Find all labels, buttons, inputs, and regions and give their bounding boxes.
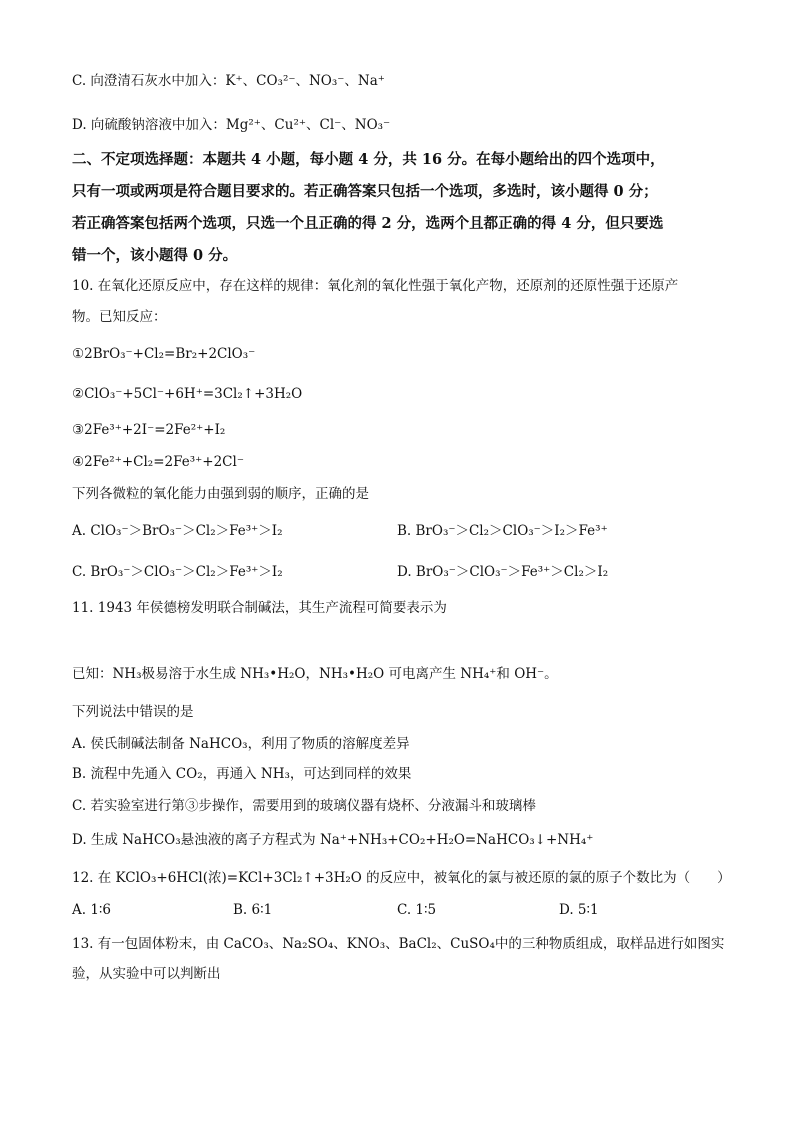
section-heading-line-3: 若正确答案包括两个选项，只选一个且正确的得 2 分，选两个且都正确的得 4 分，但只要选 — [72, 215, 664, 232]
question-10-option-c: C. BrO₃⁻＞ClO₃⁻＞Cl₂＞Fe³⁺＞I₂ — [72, 564, 283, 580]
question-11-prompt: 下列说法中错误的是 — [72, 704, 194, 720]
section-heading-line-2: 只有一项或两项是符合题目要求的。若正确答案只包括一个选项，多选时，该小题得 0 分； — [72, 183, 658, 200]
reaction-4: ④2Fe²⁺+Cl₂=2Fe³⁺+2Cl⁻ — [72, 454, 244, 470]
question-11-option-b: B. 流程中先通入 CO₂，再通入 NH₃，可达到同样的效果 — [72, 766, 412, 782]
question-11-option-d: D. 生成 NaHCO₃悬浊液的离子方程式为 Na⁺+NH₃+CO₂+H₂O=NaHCO₃↓+NH₄⁺ — [72, 832, 594, 848]
question-11-option-a: A. 侯氏制碱法制备 NaHCO₃，利用了物质的溶解度差异 — [72, 736, 410, 752]
question-10-option-b: B. BrO₃⁻＞Cl₂＞ClO₃⁻＞I₂＞Fe³⁺ — [397, 523, 608, 539]
question-11-known: 已知：NH₃极易溶于水生成 NH₃•H₂O，NH₃•H₂O 可电离产生 NH₄⁺和 OH⁻。 — [72, 666, 558, 682]
question-12-option-b: B. 6∶1 — [233, 902, 273, 918]
section-heading-line-4: 错一个，该小题得 0 分。 — [72, 247, 238, 264]
question-10-option-a: A. ClO₃⁻＞BrO₃⁻＞Cl₂＞Fe³⁺＞I₂ — [72, 523, 283, 539]
question-10-stem-1: 10. 在氧化还原反应中，存在这样的规律：氧化剂的氧化性强于氧化产物，还原剂的还原性强于还原产 — [72, 278, 679, 294]
reaction-3: ③2Fe³⁺+2I⁻=2Fe²⁺+I₂ — [72, 422, 226, 438]
question-11-option-c: C. 若实验室进行第③步操作，需要用到的玻璃仪器有烧杯、分液漏斗和玻璃棒 — [72, 798, 536, 814]
option-9c: C. 向澄清石灰水中加入：K⁺、CO₃²⁻、NO₃⁻、Na⁺ — [72, 73, 385, 89]
question-12-option-c: C. 1∶5 — [397, 902, 437, 918]
question-12-stem: 12. 在 KClO₃+6HCl(浓)=KCl+3Cl₂↑+3H₂O 的反应中，被氧化的氯与被还原的氯的原子个数比为（ ） — [72, 870, 731, 886]
question-12-option-a: A. 1∶6 — [72, 902, 112, 918]
section-heading-line-1: 二、不定项选择题：本题共 4 小题，每小题 4 分，共 16 分。在每小题给出的四个选项中， — [72, 151, 665, 168]
question-11-stem: 11. 1943 年侯德榜发明联合制碱法，其生产流程可简要表示为 — [72, 600, 447, 616]
question-10-stem-2: 物。已知反应： — [72, 309, 167, 325]
question-13-stem-2: 验，从实验中可以判断出 — [72, 966, 221, 982]
reaction-2: ②ClO₃⁻+5Cl⁻+6H⁺=3Cl₂↑+3H₂O — [72, 386, 303, 402]
question-13-stem-1: 13. 有一包固体粉末，由 CaCO₃、Na₂SO₄、KNO₃、BaCl₂、CuSO₄中的三种物质组成，取样品进行如图实 — [72, 936, 725, 952]
question-10-prompt: 下列各微粒的氧化能力由强到弱的顺序，正确的是 — [72, 486, 369, 502]
option-9d: D. 向硫酸钠溶液中加入：Mg²⁺、Cu²⁺、Cl⁻、NO₃⁻ — [72, 117, 391, 133]
reaction-1: ①2BrO₃⁻+Cl₂=Br₂+2ClO₃⁻ — [72, 346, 256, 362]
question-10-option-d: D. BrO₃⁻＞ClO₃⁻＞Fe³⁺＞Cl₂＞I₂ — [397, 564, 609, 580]
question-12-option-d: D. 5∶1 — [559, 902, 599, 918]
